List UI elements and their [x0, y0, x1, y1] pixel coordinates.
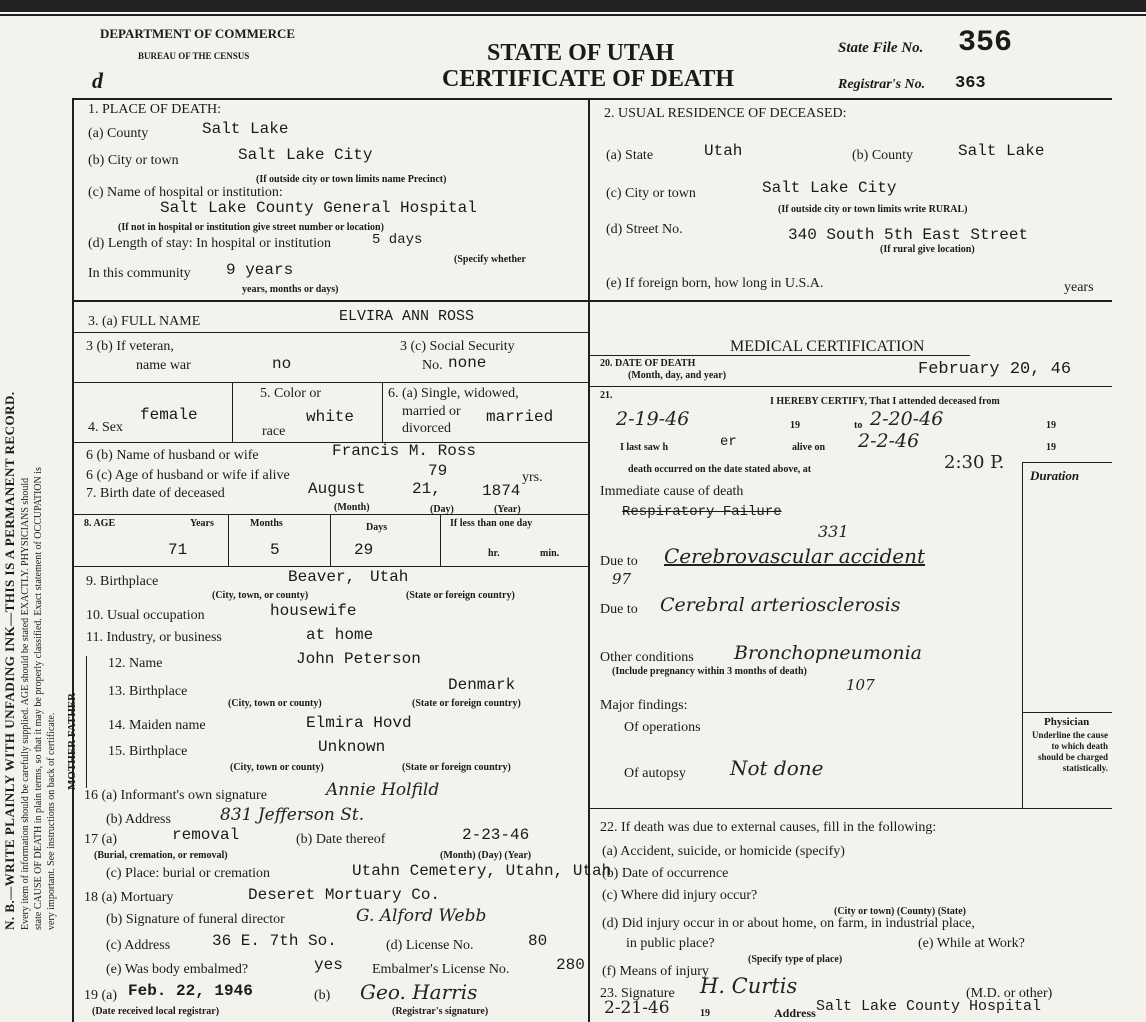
marital-value: married — [486, 408, 554, 426]
industry-value: at home — [306, 626, 374, 644]
specify-sub: (Specify type of place) — [748, 954, 843, 965]
stay-label: (d) Length of stay: In hospital or institution — [88, 236, 332, 251]
physician-box-top — [1022, 712, 1112, 713]
external-causes-label: 22. If death was due to external causes, fill in the following: — [600, 820, 937, 835]
age-days-label: Days — [366, 522, 388, 533]
autopsy-label: Of autopsy — [624, 766, 686, 781]
state-title: STATE OF UTAH — [487, 40, 675, 66]
bureau: BUREAU OF THE CENSUS — [138, 51, 250, 61]
physician-label: Physician — [1044, 716, 1090, 728]
mother-sub-state: (State or foreign country) — [402, 762, 511, 773]
color-label: 5. Color or — [260, 386, 322, 401]
registrar-sig-label: (b) — [314, 988, 331, 1003]
attended-to-19: 19 — [1046, 420, 1056, 431]
operations-label: Of operations — [624, 720, 701, 735]
full-name-label: 3. (a) FULL NAME — [88, 314, 201, 329]
due2-label: Due to — [600, 602, 638, 617]
marital-label: 6. (a) Single, widowed, — [388, 386, 519, 401]
other-conditions: Bronchopneumonia — [734, 642, 923, 664]
department: DEPARTMENT OF COMMERCE — [100, 26, 296, 41]
age-div3 — [440, 514, 441, 566]
physician-note: Underline the cause to which death should be charged statistically. — [1032, 730, 1108, 773]
foreign-label: (e) If foreign born, how long in U.S.A. — [606, 276, 824, 291]
street-note: (If rural give location) — [880, 244, 975, 255]
other-label: Other conditions — [600, 650, 694, 665]
burial-date: 2-23-46 — [462, 826, 530, 844]
signature-address: Salt Lake County Hospital — [816, 998, 1042, 1015]
community-label: In this community — [88, 266, 191, 281]
date-of-death: February 20, 46 — [918, 360, 1072, 379]
residence-state-label: (a) State — [606, 148, 654, 163]
father-sub-city: (City, town or county) — [228, 698, 322, 709]
corner-mark: d — [92, 68, 103, 93]
received-label: 19 (a) — [84, 988, 118, 1003]
burial-label: 17 (a) — [84, 832, 118, 847]
license-value: 80 — [528, 932, 548, 950]
sex-label: 4. Sex — [88, 420, 123, 435]
due2-cause: Cerebral arteriosclerosis — [660, 594, 901, 616]
age-min-label: min. — [540, 548, 560, 559]
received-date: Feb. 22, 1946 — [128, 982, 253, 1000]
registrar-label: Registrar's No. — [838, 77, 926, 92]
signature-19: 19 — [700, 1008, 710, 1019]
color-label2: race — [262, 424, 286, 439]
informant-label: 16 (a) Informant's own signature — [84, 788, 267, 803]
where-sub: (City or town) (County) (State) — [834, 906, 967, 917]
spouse-age-unit: yrs. — [522, 470, 543, 485]
mother-birth-label: 15. Birthplace — [108, 744, 188, 759]
occupation-label: 10. Usual occupation — [86, 608, 205, 623]
marital-label3: divorced — [402, 421, 451, 436]
dod-row-bottom — [590, 386, 1112, 387]
father-name: John Peterson — [296, 650, 421, 668]
major-findings-label: Major findings: — [600, 698, 688, 713]
medical-heading: MEDICAL CERTIFICATION — [730, 338, 925, 355]
mortuary-value: Deseret Mortuary Co. — [248, 886, 441, 904]
certify-label: 21. — [600, 390, 613, 401]
autopsy-value: Not done — [730, 756, 824, 780]
age-years-label: Years — [190, 518, 214, 529]
sex-value: female — [140, 406, 198, 424]
certify-text: I HEREBY CERTIFY, That I attended deceased from — [770, 396, 1000, 407]
death-city-note: (If outside city or town limits name Precinct) — [256, 174, 447, 185]
due1-label: Due to — [600, 554, 638, 569]
did-injury-label: (d) Did injury occur in or about home, on farm, in industrial place, — [602, 916, 975, 931]
residence-city-label: (c) City or town — [606, 186, 696, 201]
top-border — [0, 0, 1146, 12]
duration-top — [1022, 462, 1112, 463]
dod-sub: (Month, day, and year) — [628, 370, 727, 381]
age-hr-label: hr. — [488, 548, 500, 559]
where-injury-label: (c) Where did injury occur? — [602, 888, 758, 903]
last-saw-label: I last saw h — [620, 442, 669, 453]
community-value: 9 years — [226, 261, 294, 279]
cause-code-3: 107 — [846, 676, 875, 694]
ss-label: 3 (c) Social Security — [400, 339, 515, 354]
place-of-death-heading: 1. PLACE OF DEATH: — [88, 102, 222, 117]
occupation-value: housewife — [270, 602, 357, 620]
informant-address-label: (b) Address — [106, 812, 171, 827]
death-county-label: (a) County — [88, 126, 149, 141]
ss-label2: No. — [422, 358, 443, 373]
license-label: (d) License No. — [386, 938, 474, 953]
side-note-line3: state CAUSE OF DEATH in plain terms, so that it may be properly classified. Exact statement of OCCUPATION is — [33, 467, 44, 930]
alive-19: 19 — [1046, 442, 1056, 453]
hospital-name: Salt Lake County General Hospital — [160, 199, 477, 217]
burial-sub: (Burial, cremation, or removal) — [94, 850, 228, 861]
registrar-signature: Geo. Harris — [360, 980, 478, 1004]
while-work-label: (e) While at Work? — [918, 936, 1025, 951]
received-sub: (Date received local registrar) — [92, 1006, 220, 1017]
column-divider — [588, 98, 590, 1022]
spouse-label: 6 (b) Name of husband or wife — [86, 448, 259, 463]
birth-sub-day: (Day) — [430, 504, 454, 515]
burial-place: Utahn Cemetery, Utahn, Utah — [352, 862, 612, 880]
state-file-label: State File No. — [838, 40, 924, 56]
birth-day: 21, — [412, 480, 441, 498]
father-name-label: 12. Name — [108, 656, 163, 671]
due1-cause: Cerebrovascular accident — [664, 544, 926, 568]
death-city-label: (b) City or town — [88, 153, 179, 168]
age-label: 8. AGE — [84, 518, 116, 529]
mother-name: Elmira Hovd — [306, 714, 412, 732]
signature-address-label: Address — [774, 1006, 816, 1020]
age-row-bottom — [72, 566, 588, 567]
burial-date-sub: (Month) (Day) (Year) — [440, 850, 532, 861]
director-signature: G. Alford Webb — [356, 906, 487, 926]
hospital-label: (c) Name of hospital or institution: — [88, 185, 283, 200]
industry-label: 11. Industry, or business — [86, 630, 222, 645]
residence-city: Salt Lake City — [762, 179, 897, 197]
mortuary-label: 18 (a) Mortuary — [84, 890, 174, 905]
parents-brace — [86, 656, 87, 788]
section1-bottom — [72, 300, 1112, 302]
name-row-bottom — [72, 332, 588, 333]
side-note-line2: Every item of information should be carefully supplied. AGE should be stated EXACTLY. PHYSICIANS should — [20, 477, 31, 930]
residence-city-note: (If outside city or town limits write RURAL) — [778, 204, 968, 215]
means-label: (f) Means of injury — [602, 964, 709, 979]
burial-place-label: (c) Place: burial or cremation — [106, 866, 271, 881]
veteran-label2: name war — [136, 358, 191, 373]
age-months-label: Months — [250, 518, 283, 529]
sex-col-div1 — [232, 382, 233, 442]
burial-date-label: (b) Date thereof — [296, 832, 386, 847]
dod-label: 20. DATE OF DEATH — [600, 358, 696, 369]
physician-signature: H. Curtis — [700, 974, 798, 998]
top-border-inner — [0, 14, 1146, 16]
age-div2 — [330, 514, 331, 566]
mother-name-label: 14. Maiden name — [108, 718, 206, 733]
embalmer-license: 280 — [556, 956, 585, 974]
certificate-title: CERTIFICATE OF DEATH — [442, 66, 735, 92]
date-occurrence-label: (b) Date of occurrence — [602, 866, 729, 881]
residence-heading: 2. USUAL RESIDENCE OF DECEASED: — [604, 106, 847, 121]
time-of-death: 2:30 P. — [944, 452, 1005, 473]
birthplace-sub: (City, town, or county) — [212, 590, 309, 601]
to-label: to — [854, 420, 863, 431]
community-note: years, months or days) — [242, 284, 339, 295]
birth-month: August — [308, 480, 366, 498]
birth-sub-year: (Year) — [494, 504, 521, 515]
sex-row-bottom — [72, 442, 588, 443]
cause-code-1: 331 — [818, 522, 849, 541]
mort-address: 36 E. 7th So. — [212, 932, 337, 950]
street-value: 340 South 5th East Street — [788, 226, 1029, 244]
age-years: 71 — [168, 541, 188, 559]
cause-code-2: 97 — [612, 570, 632, 588]
death-occurred-label: death occurred on the date stated above, at — [628, 464, 812, 475]
full-name: ELVIRA ANN ROSS — [339, 308, 475, 325]
birthplace-city: Beaver, — [288, 568, 356, 586]
signature-date: 2-21-46 — [604, 998, 670, 1018]
informant-address: 831 Jefferson St. — [220, 805, 365, 825]
accident-label: (a) Accident, suicide, or homicide (specify) — [602, 844, 845, 859]
birth-year: 1874 — [482, 482, 521, 500]
form-frame-left — [72, 98, 74, 1022]
alive-date: 2-2-46 — [858, 430, 920, 452]
foreign-years: years — [1064, 280, 1094, 295]
age-months: 5 — [270, 541, 280, 559]
ss-value: none — [448, 354, 487, 372]
cause-box-bottom — [590, 808, 1112, 809]
director-label: (b) Signature of funeral director — [106, 912, 285, 927]
father-birth: Denmark — [448, 676, 516, 694]
street-label: (d) Street No. — [606, 222, 683, 237]
hospital-note: (If not in hospital or institution give street number or location) — [118, 222, 384, 233]
last-saw-her: er — [720, 434, 737, 450]
birthplace-state: Utah — [370, 568, 409, 586]
side-note-line4: very important. See instructions on back of certificate. — [46, 712, 57, 930]
other-sub: (Include pregnancy within 3 months of death) — [612, 666, 807, 677]
embalmed-label: (e) Was body embalmed? — [106, 962, 249, 977]
spouse-age-label: 6 (c) Age of husband or wife if alive — [86, 468, 290, 483]
attended-from: 2-19-46 — [616, 408, 690, 430]
side-note-main: N. B.—WRITE PLAINLY WITH UNFADING INK—THIS IS A PERMANENT RECORD. — [2, 391, 17, 930]
attended-19: 19 — [790, 420, 800, 431]
immediate-cause: Respiratory Failure — [622, 504, 782, 520]
death-city: Salt Lake City — [238, 146, 373, 164]
veteran-row-bottom — [72, 382, 588, 383]
alive-label: alive on — [792, 442, 826, 453]
spouse-value: Francis M. Ross — [332, 442, 477, 460]
birthplace-sub2: (State or foreign country) — [406, 590, 515, 601]
mother-sub-city: (City, town or county) — [230, 762, 324, 773]
parents-label: MOTHER FATHER — [66, 692, 78, 790]
father-birth-label: 13. Birthplace — [108, 684, 188, 699]
registrar-sub: (Registrar's signature) — [392, 1006, 489, 1017]
stay-value: 5 days — [372, 232, 423, 248]
marital-label2: married or — [402, 404, 461, 419]
birth-sub-month: (Month) — [334, 502, 370, 513]
duration-col — [1022, 462, 1023, 808]
informant-signature: Annie Holfild — [326, 780, 440, 800]
duration-label: Duration — [1030, 468, 1080, 483]
residence-county: Salt Lake — [958, 142, 1045, 160]
age-less-label: If less than one day — [450, 518, 533, 529]
sex-col-div2 — [382, 382, 383, 442]
signature-label: 23. Signature — [600, 986, 675, 1001]
stay-note: (Specify whether — [454, 254, 526, 265]
md-label: (M.D. or other) — [966, 986, 1053, 1001]
death-county: Salt Lake — [202, 120, 289, 138]
residence-state: Utah — [704, 142, 743, 160]
state-file-number: 356 — [958, 26, 1013, 60]
embalmer-label: Embalmer's License No. — [372, 962, 510, 977]
age-days: 29 — [354, 541, 374, 559]
embalmed-value: yes — [314, 956, 343, 974]
color-value: white — [306, 408, 355, 426]
registrar-number: 363 — [955, 74, 986, 93]
veteran-label: 3 (b) If veteran, — [86, 339, 174, 354]
attended-to: 2-20-46 — [870, 408, 944, 430]
birthplace-label: 9. Birthplace — [86, 574, 159, 589]
mort-address-label: (c) Address — [106, 938, 171, 953]
veteran-value: no — [272, 355, 292, 373]
mother-birth: Unknown — [318, 738, 386, 756]
public-place-label: in public place? — [626, 936, 715, 951]
birth-date-label: 7. Birth date of deceased — [86, 486, 225, 501]
burial-value: removal — [172, 826, 240, 844]
form-frame-top — [72, 98, 1112, 100]
immediate-label: Immediate cause of death — [600, 484, 744, 499]
age-div1 — [228, 514, 229, 566]
father-sub-state: (State or foreign country) — [412, 698, 521, 709]
spouse-age: 79 — [428, 462, 448, 480]
residence-county-label: (b) County — [852, 148, 914, 163]
